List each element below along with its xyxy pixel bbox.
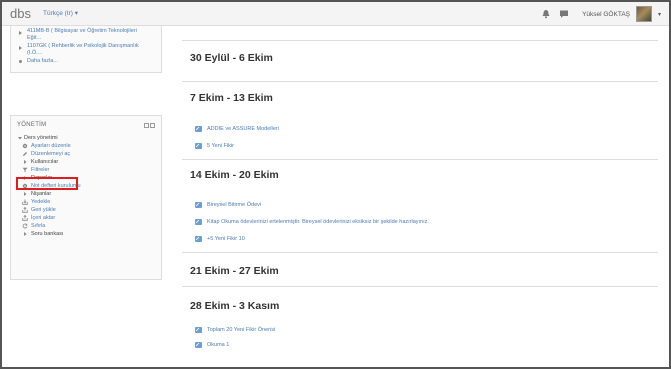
arrow-right-icon (19, 46, 22, 50)
arrow-right-icon (22, 191, 28, 197)
message-icon[interactable] (558, 8, 570, 20)
assignment-icon (194, 218, 203, 226)
divider (182, 26, 658, 41)
bullet-icon (19, 60, 22, 63)
week-section (182, 287, 658, 347)
restore-icon (22, 207, 28, 213)
assignment-icon (194, 326, 203, 334)
section-title: 14 Ekim - 20 Ekim (190, 169, 279, 181)
assignment-icon (194, 125, 203, 133)
section-title: 28 Ekim - 3 Kasım (190, 300, 280, 312)
block-header (17, 122, 155, 128)
sidebar-more-link[interactable]: Daha fazla... (17, 58, 155, 65)
activity-link[interactable]: +5 Yeni Fikir 10 (194, 234, 245, 244)
caret-down-icon (17, 135, 23, 141)
admin-item-filtreler[interactable]: Filtreler (17, 166, 155, 174)
sidebar (10, 26, 162, 280)
admin-item-yedekle[interactable]: Yedekle (17, 198, 155, 206)
backup-icon (22, 199, 28, 205)
gear-icon (22, 143, 28, 149)
admin-item-soru-bankasi[interactable]: Soru bankası (17, 230, 155, 238)
activity-link[interactable]: Toplam 20 Yeni Fikir Önerisi (194, 325, 275, 335)
site-brand[interactable]: dbs (10, 6, 31, 21)
activity-link[interactable]: Okuma 1 (194, 340, 229, 350)
week-section (182, 82, 658, 160)
section-title: 7 Ekim - 13 Ekim (190, 92, 273, 104)
reset-icon (22, 223, 28, 229)
admin-item-sifirla[interactable]: Sıfırla (17, 222, 155, 230)
admin-item-ders-yonetimi[interactable]: Ders yönetimi (17, 134, 155, 142)
admin-item-iceri-aktar[interactable]: İçeri aktar (17, 214, 155, 222)
activity-link[interactable]: ADDIE ve ASSURE Modelleri (194, 124, 279, 134)
week-section (182, 253, 658, 287)
admin-item-nisanlar[interactable]: Nişanlar (17, 190, 155, 198)
sidebar-course-item[interactable]: 1107GK ( Rehberlik ve Psikolojik Danışmanlık (I.Ö.... (17, 43, 155, 56)
admin-item-raporlar[interactable]: Raporlar (17, 174, 155, 182)
highlight-box (16, 177, 78, 190)
language-menu[interactable]: Türkçe (tr) ▾ (43, 10, 79, 17)
assignment-icon (194, 235, 203, 243)
import-icon (22, 215, 28, 221)
pencil-icon (22, 151, 28, 157)
assignment-icon (194, 201, 203, 209)
section-title: 30 Eylül - 6 Ekim (190, 52, 273, 64)
administration-block (10, 115, 162, 280)
arrow-right-icon (22, 159, 28, 165)
activity-link[interactable]: Bireysel Bitirme Ödevi (194, 200, 261, 210)
collapse-icon[interactable] (150, 123, 155, 128)
sidebar-course-item[interactable]: 411MB-B ( Bilgisayar ve Öğretim Teknolojileri Eğit... (17, 28, 155, 41)
user-menu-area (540, 5, 661, 23)
arrow-right-icon (22, 231, 28, 237)
week-section (182, 41, 658, 82)
course-content (182, 26, 658, 347)
course-nav-block (10, 26, 162, 73)
assignment-icon (194, 341, 203, 349)
activity-link[interactable]: 5 Yeni Fikir (194, 141, 234, 151)
chevron-down-icon[interactable]: ▾ (657, 11, 661, 18)
arrow-right-icon (19, 31, 22, 35)
block-title: YÖNETİM (17, 122, 47, 128)
admin-item-not-defteri[interactable]: Not defteri kurulumu (17, 182, 155, 190)
admin-item-ayarlari-duzenle[interactable]: Ayarları düzenle (17, 142, 155, 150)
user-name[interactable]: Yüksel GÖKTAŞ (582, 10, 630, 18)
filter-icon (22, 167, 28, 173)
admin-item-geri-yukle[interactable]: Geri yükle (17, 206, 155, 214)
top-navbar (2, 2, 669, 26)
admin-item-duzenlemeyi-ac[interactable]: Düzenlemeyi aç (17, 150, 155, 158)
admin-item-kullanicilar[interactable]: Kullanıcılar (17, 158, 155, 166)
dock-icon[interactable] (144, 123, 149, 128)
block-controls[interactable] (144, 123, 155, 128)
section-title: 21 Ekim - 27 Ekim (190, 265, 279, 277)
assignment-icon (194, 142, 203, 150)
avatar[interactable] (636, 6, 652, 22)
activity-link[interactable]: Kitap Okuma ödevlerinizi ertelenmiştir. Bireysel ödevlerinizi eksiksiz bir şekilde hazırlayınız. (194, 217, 429, 227)
week-section (182, 160, 658, 253)
notification-bell-icon[interactable] (540, 8, 552, 20)
